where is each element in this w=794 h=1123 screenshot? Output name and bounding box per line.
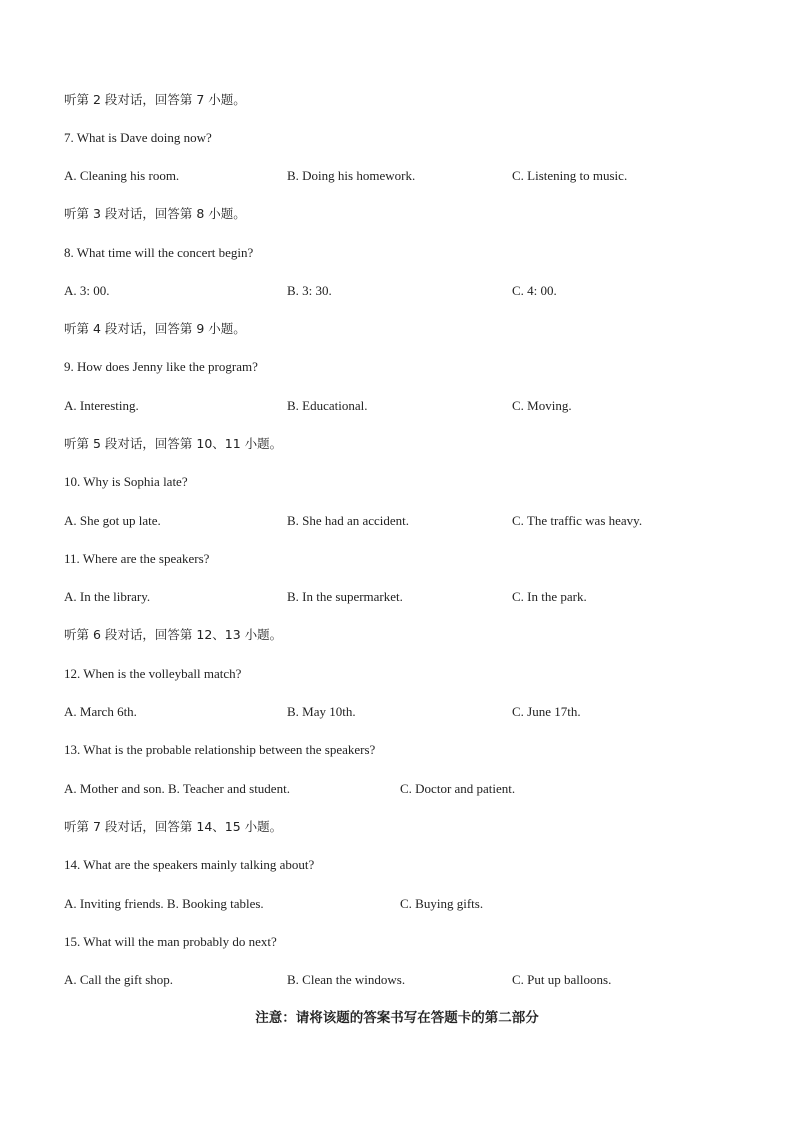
option-b: B. 3: 30. xyxy=(287,283,332,298)
option-a: A. She got up late. xyxy=(64,513,161,528)
answer-sheet-note: 注意：请将该题的答案书写在答题卡的第二部分 xyxy=(255,1010,539,1026)
question-stem: 7. What is Dave doing now? xyxy=(64,130,212,145)
option-b: B. She had an accident. xyxy=(287,513,410,528)
question-stem: 8. What time will the concert begin? xyxy=(64,245,254,260)
question-stem: 13. What is the probable relationship between the speakers? xyxy=(64,742,376,757)
question-stem: 12. When is the volleyball match? xyxy=(64,666,242,681)
question-stem: 14. What are the speakers mainly talking about? xyxy=(64,857,315,872)
option-a: A. In the library. xyxy=(64,589,151,604)
option-ab: A. Inviting friends. B. Booking tables. xyxy=(64,896,264,911)
option-b: B. Clean the windows. xyxy=(287,972,406,987)
option-b: B. In the supermarket. xyxy=(287,589,403,604)
option-c: C. The traffic was heavy. xyxy=(512,513,643,528)
question-stem: 15. What will the man probably do next? xyxy=(64,934,277,949)
option-c: C. Buying gifts. xyxy=(400,896,484,911)
option-c: C. In the park. xyxy=(512,589,587,604)
section-instruction: 听第 3 段对话，回答第 8 小题。 xyxy=(64,206,246,221)
option-c: C. June 17th. xyxy=(512,704,581,719)
option-b: B. May 10th. xyxy=(287,704,356,719)
section-instruction: 听第 4 段对话，回答第 9 小题。 xyxy=(64,321,246,336)
option-c: C. Listening to music. xyxy=(512,168,628,183)
section-instruction: 听第 5 段对话，回答第 10、11 小题。 xyxy=(64,436,283,451)
section-instruction: 听第 2 段对话，回答第 7 小题。 xyxy=(64,92,246,107)
option-c: C. Doctor and patient. xyxy=(400,781,516,796)
option-ab: A. Mother and son. B. Teacher and student. xyxy=(64,781,290,796)
question-stem: 11. Where are the speakers? xyxy=(64,551,210,566)
option-b: B. Doing his homework. xyxy=(287,168,416,183)
option-b: B. Educational. xyxy=(287,398,368,413)
question-stem: 10. Why is Sophia late? xyxy=(64,474,188,489)
option-a: A. Cleaning his room. xyxy=(64,168,180,183)
option-a: A. Call the gift shop. xyxy=(64,972,174,987)
option-c: C. Moving. xyxy=(512,398,572,413)
option-a: A. 3: 00. xyxy=(64,283,110,298)
question-stem: 9. How does Jenny like the program? xyxy=(64,359,258,374)
option-c: C. 4: 00. xyxy=(512,283,557,298)
section-instruction: 听第 7 段对话，回答第 14、15 小题。 xyxy=(64,819,283,834)
option-c: C. Put up balloons. xyxy=(512,972,612,987)
option-a: A. March 6th. xyxy=(64,704,137,719)
section-instruction: 听第 6 段对话，回答第 12、13 小题。 xyxy=(64,627,283,642)
option-a: A. Interesting. xyxy=(64,398,139,413)
